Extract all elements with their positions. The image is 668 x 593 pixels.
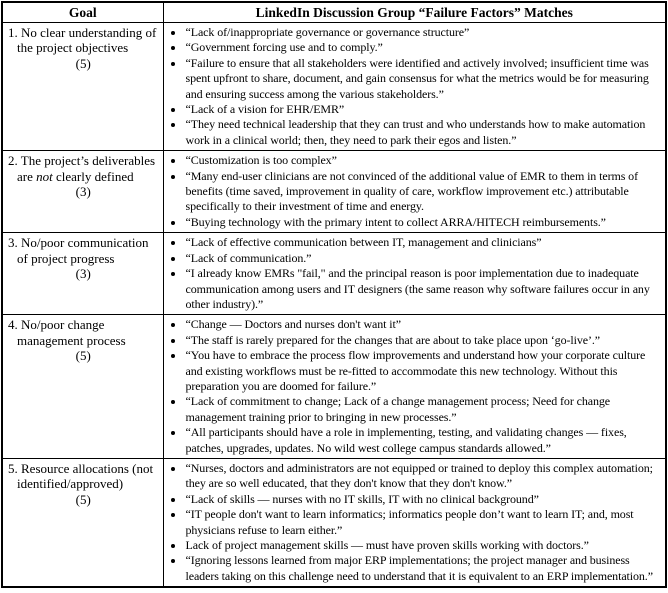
match-item: • “You have to embrace the process flow improvements and understand how your corporate culture and existing workflows must be re-fitted to accommodate this new technology. Without this preparation you are doomed for failure.” — [185, 348, 662, 394]
match-item: • “Lack of communication.” — [185, 251, 662, 266]
goal-cell — [2, 315, 163, 459]
matches-cell — [163, 23, 666, 151]
match-item: • “They need technical leadership that they can trust and who understands how to make automation work in a clinical world; then, they need to park their egos and listen.” — [185, 117, 662, 148]
match-item: • “Lack of effective communication between IT, management and clinicians” — [185, 235, 662, 250]
matches-cell — [163, 458, 666, 587]
match-item: • “Change — Doctors and nurses don't want it” — [185, 317, 662, 332]
matches-list — [169, 235, 662, 312]
goal-count: (3) — [75, 266, 91, 282]
goal-count: (5) — [75, 55, 91, 71]
goal-text — [8, 153, 159, 184]
matches-cell — [163, 151, 666, 233]
match-item: • Lack of project management skills — must have proven skills working with doctors.” — [185, 538, 662, 553]
match-item: • “Lack of skills — nurses with no IT skills, IT with no clinical background” — [185, 492, 662, 507]
match-item: • “The staff is rarely prepared for the changes that are about to take place upon ‘go-live’.” — [185, 333, 662, 348]
match-item: • “Nurses, doctors and administrators are not equipped or trained to deploy this complex automation; they are so well educated, that they don't know that they don't know.” — [185, 461, 662, 492]
goal-column-header: Goal — [2, 2, 163, 23]
goal-text-segment: 5. Resource allocations (not identified/approved) — [8, 460, 154, 492]
match-item: • “Ignoring lessons learned from major ERP implementations; the project manager and business leaders taking on this challenge need to understand that it is equivalent to an ERP implementation.” — [185, 553, 662, 584]
match-item: • “Customization is too complex” — [185, 153, 662, 168]
goal-text-segment: clearly defined — [52, 168, 134, 184]
match-item: • “IT people don't want to learn informatics; informatics people don’t want to learn IT; and, most physicians refuse to learn either.” — [185, 507, 662, 538]
matches-cell — [163, 315, 666, 459]
table-row — [2, 151, 666, 233]
match-item: • “Government forcing use and to comply.” — [185, 40, 662, 55]
goal-text — [8, 461, 159, 492]
matches-list — [169, 153, 662, 230]
table-row — [2, 233, 666, 315]
goal-text — [8, 25, 159, 56]
match-item: • “Many end-user clinicians are not convinced of the additional value of EMR to them in terms of benefits (time saved, improvement in quality of care, workflow improvement etc.) attributable specifically to their investment of time and energy. — [185, 169, 662, 215]
matches-list — [169, 317, 662, 456]
table-row — [2, 23, 666, 151]
matches-list — [169, 25, 662, 148]
failure-factors-table — [1, 1, 667, 588]
table-row — [2, 315, 666, 459]
goal-cell — [2, 23, 163, 151]
match-item: • “Buying technology with the primary intent to collect ARRA/HITECH reimbursements.” — [185, 215, 662, 230]
goal-cell — [2, 458, 163, 587]
table-row — [2, 458, 666, 587]
matches-list — [169, 461, 662, 584]
goal-text — [8, 235, 159, 266]
goal-cell — [2, 233, 163, 315]
match-item: • “Lack of/inappropriate governance or governance structure” — [185, 25, 662, 40]
goal-count: (5) — [75, 348, 91, 364]
match-item: • “Failure to ensure that all stakeholders were identified and actively involved; insufficient time was spent upfront to share, document, and gain consensus for what the metrics would be for measuring and ensuring success among the various stakeholders.” — [185, 56, 662, 102]
table-body — [2, 23, 666, 588]
goal-cell — [2, 151, 163, 233]
header-row — [2, 2, 666, 23]
match-item: • “All participants should have a role in implementing, testing, and validating changes — fixes, patches, upgrades, updates. No wild west college campus standards allowed.” — [185, 425, 662, 456]
goal-text-segment: 3. No/poor communication of project progress — [8, 235, 149, 266]
match-item: • “Lack of commitment to change; Lack of a change management process; Need for change management training prior to bringing in new processes.” — [185, 394, 662, 425]
match-item: • “I already know EMRs "fail," and the principal reason is poor implementation due to inadequate communication among users and IT designers (the same reason why software failures occur in any other industry).” — [185, 266, 662, 312]
matches-cell — [163, 233, 666, 315]
table-header — [2, 2, 666, 23]
goal-text-segment: 1. No clear understanding of the project objectives — [8, 25, 157, 56]
goal-count: (3) — [75, 184, 91, 200]
goal-count: (5) — [75, 491, 91, 507]
match-item: • “Lack of a vision for EHR/EMR” — [185, 102, 662, 117]
goal-text-italic-segment: not — [36, 168, 53, 184]
goal-text-segment: 2. The project’s deliverables are — [8, 153, 156, 184]
goal-text — [8, 317, 159, 348]
goal-text-segment: 4. No/poor change management process — [8, 317, 126, 348]
matches-column-header: LinkedIn Discussion Group “Failure Factors” Matches — [163, 2, 666, 23]
